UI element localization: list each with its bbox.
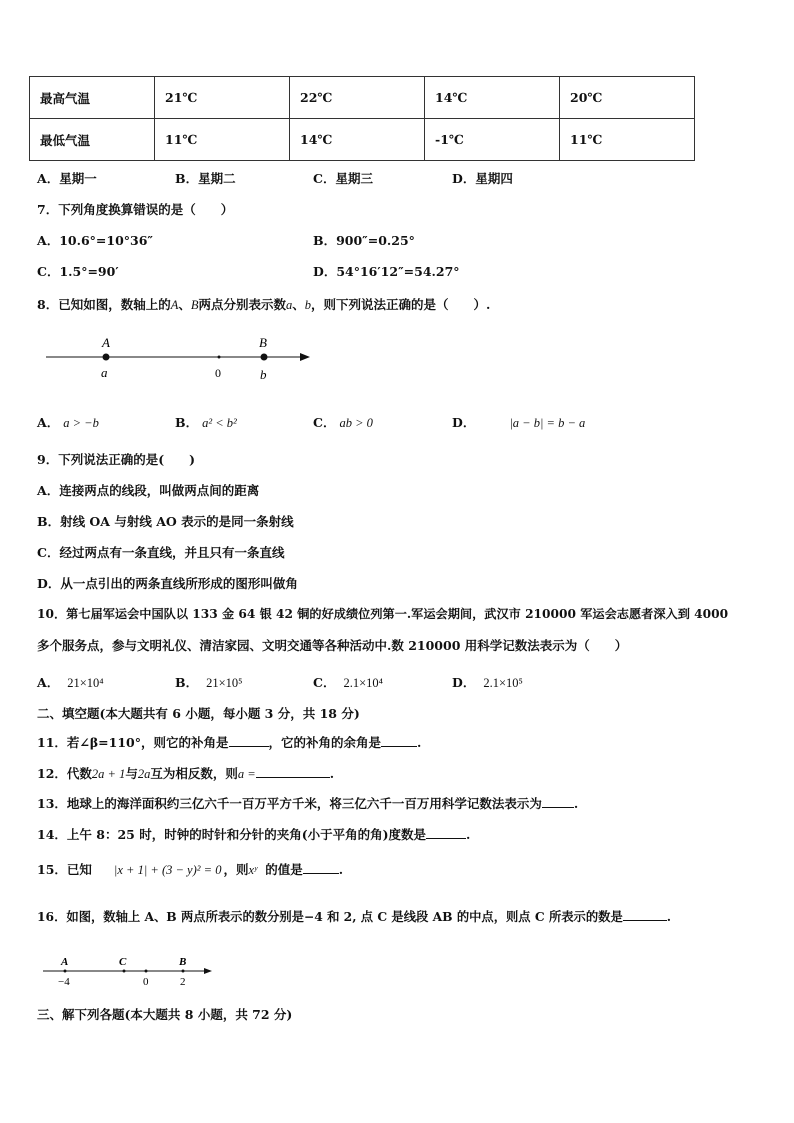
q12: 12．代数2a + 1与2a互为相反数，则a = . [37, 766, 335, 781]
q6-option-d: D．星期四 [452, 171, 513, 186]
q9-option-a: A．连接两点的线段，叫做两点间的距离 [37, 483, 260, 498]
q9-option-d: D．从一点引出的两条直线所形成的图形叫做角 [37, 576, 298, 591]
q10-option-a: A． 21×10⁴ [37, 675, 104, 690]
q7-option-a: A．10.6°=10°36″ [37, 233, 153, 248]
q13: 13．地球上的海洋面积约三亿六千一百万平方千米，将三亿六千一百万用科学记数法表示为 . [37, 796, 579, 811]
value-0: 0 [143, 976, 149, 988]
q7-option-d: D．54°16′12″=54.27° [313, 264, 460, 279]
axis-arrow [204, 968, 212, 974]
table-cell: 14℃ [425, 77, 560, 119]
row-label: 最高气温 [30, 77, 155, 119]
table-cell: 21℃ [155, 77, 290, 119]
q7-option-b: B．900″=0.25° [313, 233, 415, 248]
section-2-heading: 二、填空题(本大题共有 6 小题，每小题 3 分，共 18 分) [37, 706, 360, 721]
table-cell: 20℃ [560, 77, 695, 119]
origin-tick [145, 970, 148, 973]
value-B: 2 [180, 976, 186, 988]
answer-blank [426, 826, 466, 839]
point-A [64, 970, 67, 973]
q15: 15．已知 |x + 1| + (3 − y)² = 0 ，则xʸ 的值是 . [37, 862, 344, 877]
q8-option-a: A． a > −b [37, 415, 99, 430]
q9-stem: 9．下列说法正确的是( ) [37, 452, 196, 467]
table-row [30, 119, 695, 161]
q6-option-a: A．星期一 [37, 171, 97, 186]
point-b [261, 354, 268, 361]
table-cell: -1℃ [425, 119, 560, 161]
answer-blank [303, 861, 339, 874]
answer-blank [542, 795, 574, 808]
table-row [30, 77, 695, 119]
point-B [182, 970, 185, 973]
label-B: B [179, 956, 187, 968]
point-C [123, 970, 126, 973]
value-b: b [260, 367, 267, 382]
q8-option-d: D． |a − b| = b − a [452, 415, 586, 430]
row-label: 最低气温 [30, 119, 155, 161]
q10-stem-line2: 多个服务点，参与文明礼仪、清洁家园、文明交通等各种活动中.数 210000 用科学记数法表示为（ ） [37, 638, 628, 653]
q8-option-b: B． a² < b² [175, 415, 237, 430]
q8-stem: 8．已知如图，数轴上的A、B两点分别表示数a、b，则下列说法正确的是（ ）. [37, 297, 491, 312]
answer-blank [381, 734, 417, 747]
section-3-heading: 三、解下列各题(本大题共 8 小题，共 72 分) [37, 1007, 293, 1022]
q14: 14．上午 8：25 时，时钟的时针和分针的夹角(小于平角的角)度数是 . [37, 827, 471, 842]
label-A: A [102, 335, 110, 350]
value-a: a [101, 365, 108, 380]
label-B: B [259, 335, 267, 350]
q9-option-b: B．射线 OA 与射线 AO 表示的是同一条射线 [37, 514, 294, 529]
table-cell: 11℃ [560, 119, 695, 161]
table-cell: 22℃ [290, 77, 425, 119]
q10-stem-line1: 10．第七届军运会中国队以 133 金 64 银 42 铜的好成绩位列第一.军运会期间，武汉市 210000 军运会志愿者深入到 4000 [37, 607, 729, 621]
q11: 11．若∠β=110°，则它的补角是 ，它的补角的余角是 . [37, 735, 422, 750]
q6-option-c: C．星期三 [313, 171, 373, 186]
q8-option-c: C． ab > 0 [313, 415, 373, 430]
q16-number-line [40, 952, 220, 988]
answer-blank [229, 734, 269, 747]
label-C: C [119, 956, 127, 968]
q7-option-c: C．1.5°=90′ [37, 264, 119, 279]
temperature-table [29, 76, 695, 161]
answer-blank [256, 765, 330, 778]
axis-arrow [300, 353, 310, 361]
table-cell: 14℃ [290, 119, 425, 161]
q8-number-line [40, 330, 320, 382]
q16: 16．如图，数轴上 A、B 两点所表示的数分别是−4 和 2, 点 C 是线段 AB 的中点，则点 C 所表示的数是 . [37, 909, 672, 924]
q7-stem: 7．下列角度换算错误的是（ ） [37, 202, 234, 217]
origin-tick [218, 356, 221, 359]
q10-option-b: B． 21×10⁵ [175, 675, 243, 690]
value-A: −4 [58, 976, 70, 988]
point-a [103, 354, 110, 361]
answer-blank [623, 908, 667, 921]
q9-option-c: C．经过两点有一条直线，并且只有一条直线 [37, 545, 285, 560]
table-cell: 11℃ [155, 119, 290, 161]
q10-option-d: D． 2.1×10⁵ [452, 675, 523, 690]
value-0: 0 [215, 366, 221, 380]
q10-option-c: C． 2.1×10⁴ [313, 675, 383, 690]
q6-option-b: B．星期二 [175, 171, 236, 186]
label-A: A [61, 956, 69, 968]
